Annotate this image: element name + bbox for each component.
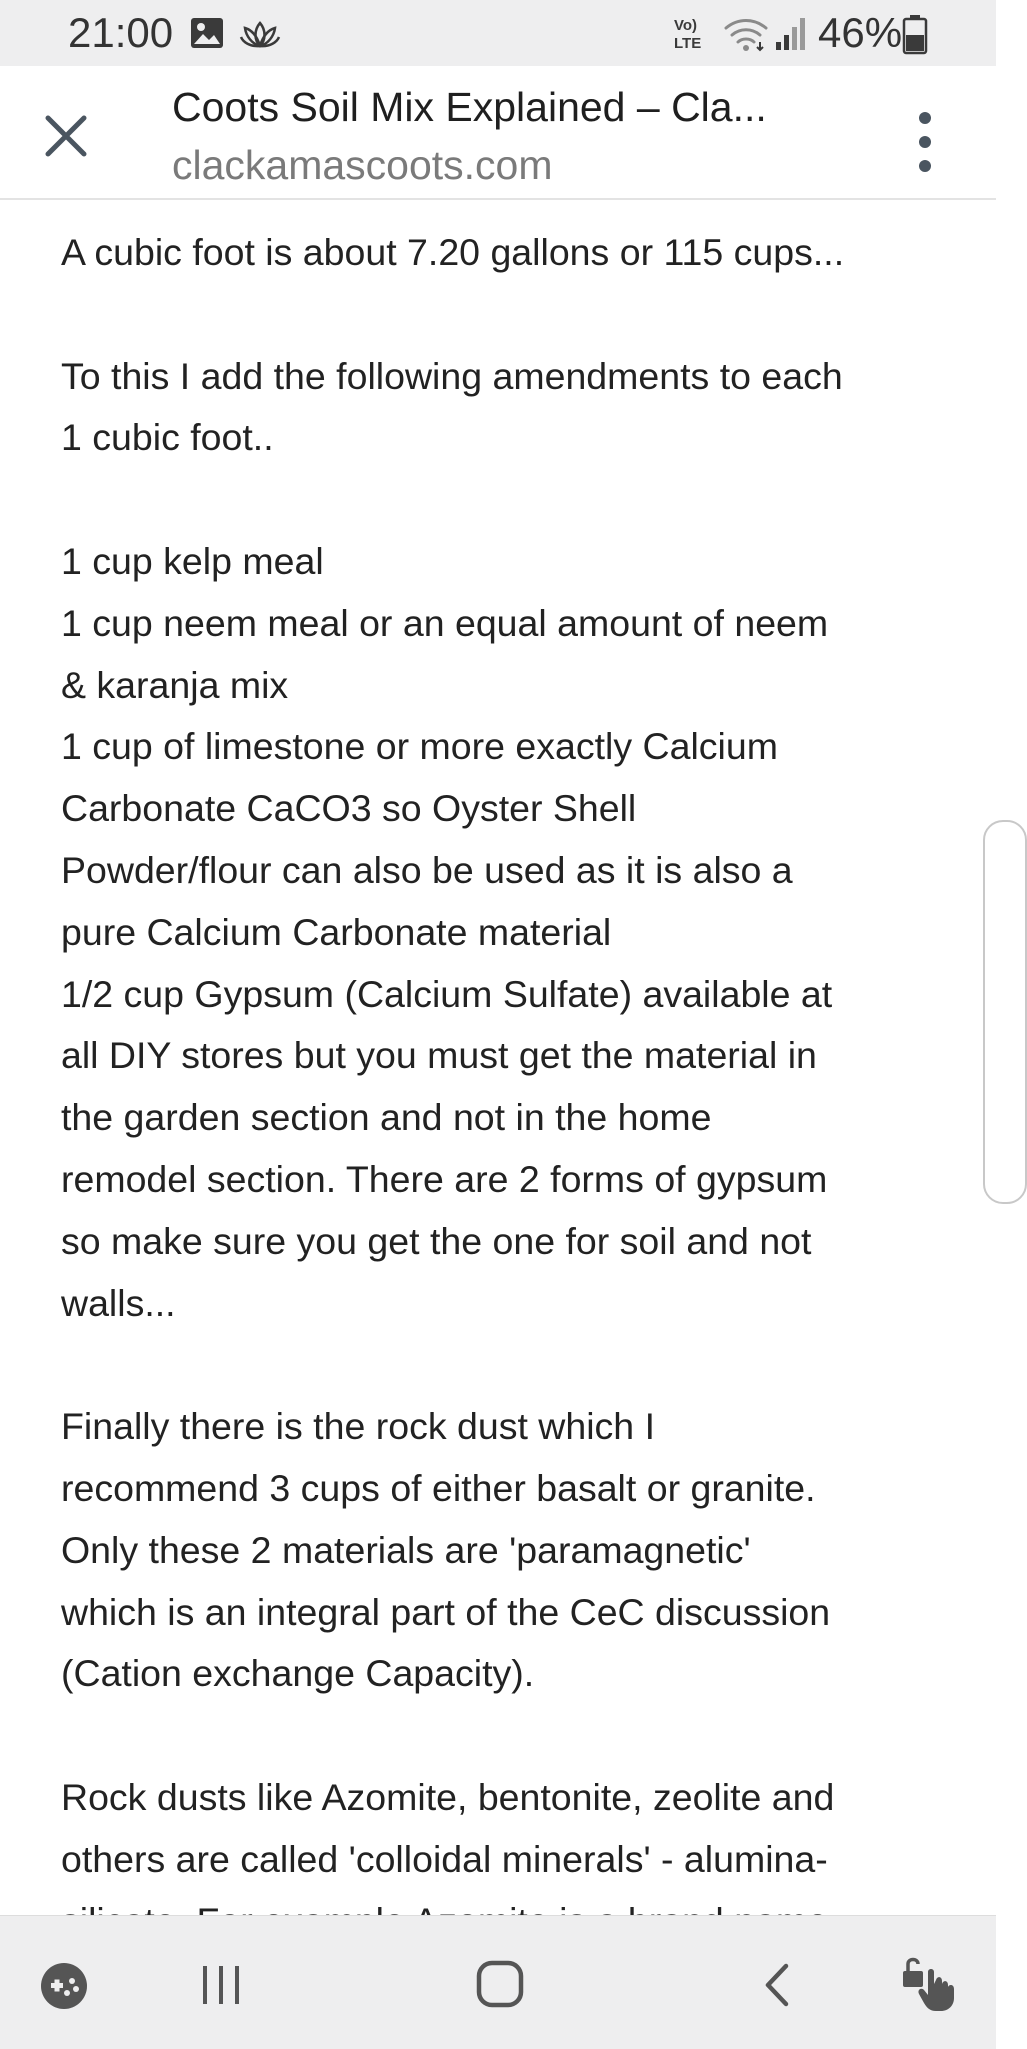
- back-icon[interactable]: [756, 1960, 800, 2010]
- lotus-icon: [240, 20, 280, 48]
- text-line: Only these 2 materials are 'paramagnetic': [61, 1528, 751, 1571]
- text-line: which is an integral part of the CeC discussion: [61, 1590, 831, 1633]
- paragraph: [61, 531, 951, 1334]
- volte-icon: [672, 14, 712, 52]
- text-line: To this I add the following amendments to each: [61, 354, 843, 397]
- paragraph: [61, 222, 951, 284]
- svg-text:Vo): Vo): [674, 17, 698, 34]
- custom-tab-toolbar: [0, 66, 996, 200]
- text-line: so make sure you get the one for soil and not: [61, 1219, 812, 1262]
- home-icon[interactable]: [474, 1958, 526, 2010]
- paragraph: [61, 1396, 951, 1705]
- text-line: & karanja mix: [61, 663, 289, 706]
- text-line: walls...: [61, 1281, 176, 1324]
- text-line: Rock dusts like Azomite, bentonite, zeolite and: [61, 1775, 835, 1818]
- more-options-button[interactable]: [900, 104, 950, 184]
- paragraph: [61, 346, 951, 470]
- text-line: Finally there is the rock dust which I: [61, 1405, 655, 1448]
- navigation-bar: [0, 1915, 996, 2049]
- unlock-icon[interactable]: [900, 1954, 960, 2014]
- recent-apps-icon[interactable]: [196, 1960, 246, 2010]
- article-body: [61, 222, 951, 2014]
- game-launcher-icon[interactable]: [38, 1960, 90, 2012]
- more-vert-icon: [900, 104, 950, 184]
- page-domain: clackamascoots.com: [172, 142, 553, 188]
- text-line: 1 cubic foot..: [61, 416, 274, 459]
- text-line: Carbonate CaCO3 so Oyster Shell: [61, 787, 637, 830]
- text-line: recommend 3 cups of either basalt or granite.: [61, 1466, 816, 1509]
- wifi-icon: [722, 16, 770, 52]
- text-line: Powder/flour can also be used as it is also a: [61, 848, 793, 891]
- text-line: 1 cup neem meal or an equal amount of neem: [61, 601, 829, 644]
- text-line: others are called 'colloidal minerals' - alumina-: [61, 1837, 828, 1880]
- text-line: all DIY stores but you must get the material in: [61, 1034, 817, 1077]
- svg-text:LTE: LTE: [674, 35, 702, 52]
- text-line: A cubic foot is about 7.20 gallons or 115 cups...: [61, 231, 845, 273]
- page-content[interactable]: [0, 200, 996, 1915]
- text-line: the garden section and not in the home: [61, 1096, 712, 1139]
- battery-icon: [902, 14, 928, 54]
- status-bar: [0, 0, 996, 66]
- text-line: (Cation exchange Capacity).: [61, 1652, 535, 1695]
- gallery-icon: [190, 17, 224, 49]
- text-line: 1 cup of limestone or more exactly Calcium: [61, 725, 778, 768]
- text-line: pure Calcium Carbonate material: [61, 910, 612, 953]
- page-title: Coots Soil Mix Explained – Cla...: [172, 84, 767, 130]
- text-line: 1 cup kelp meal: [61, 539, 324, 582]
- text-line: remodel section. There are 2 forms of gypsum: [61, 1157, 828, 1200]
- signal-icon: [774, 16, 810, 52]
- status-time: 21:00: [68, 9, 174, 56]
- battery-percent: 46%: [818, 9, 903, 56]
- close-button[interactable]: [26, 96, 106, 176]
- fast-scroll-handle[interactable]: [983, 820, 1027, 1204]
- text-line: 1/2 cup Gypsum (Calcium Sulfate) available at: [61, 972, 833, 1015]
- close-icon: [26, 96, 106, 176]
